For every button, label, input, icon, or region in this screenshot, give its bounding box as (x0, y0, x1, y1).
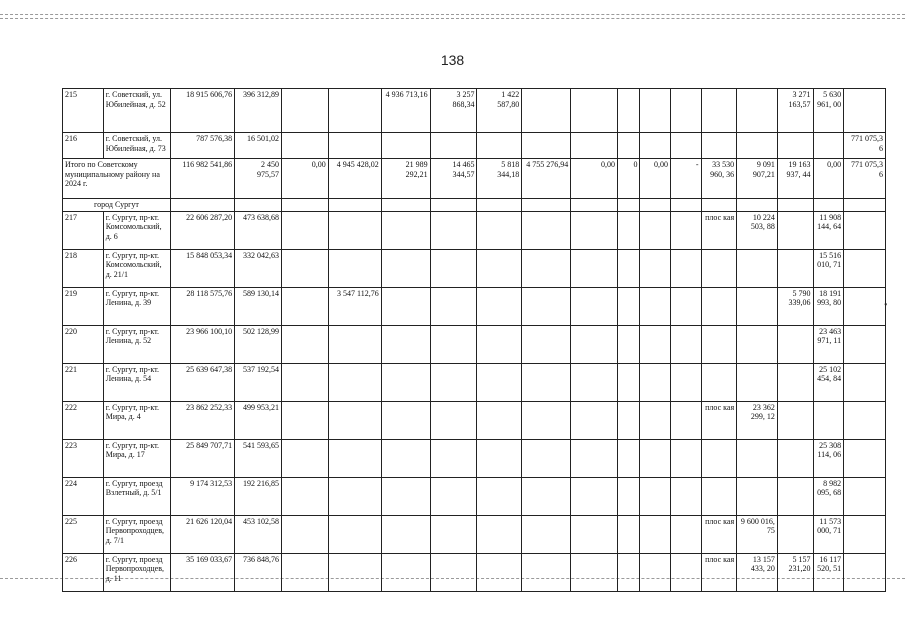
value-cell: 25 849 707,71 (170, 439, 234, 477)
value-cell (618, 249, 640, 287)
value-cell (281, 401, 328, 439)
value-cell (328, 133, 381, 159)
value-cell: плос кая (701, 401, 737, 439)
page-number: 138 (440, 52, 465, 68)
value-cell: 502 128,99 (235, 325, 282, 363)
scan-line-top-2 (0, 18, 905, 19)
value-cell (477, 401, 522, 439)
value-cell (701, 287, 737, 325)
value-cell (670, 211, 701, 249)
value-cell (477, 363, 522, 401)
value-cell (618, 515, 640, 553)
value-cell (737, 363, 778, 401)
address-cell: г. Сургут, пр-кт. Ленина, д. 39 (103, 287, 170, 325)
value-cell: 332 042,63 (235, 249, 282, 287)
value-cell (571, 553, 618, 591)
row-number: 217 (63, 211, 104, 249)
value-cell (430, 515, 477, 553)
value-cell (477, 477, 522, 515)
value-cell (618, 439, 640, 477)
value-cell (737, 249, 778, 287)
value-cell (477, 553, 522, 591)
value-cell: плос кая (701, 515, 737, 553)
empty-cell (844, 199, 886, 212)
table-body (63, 89, 886, 592)
value-cell (844, 553, 886, 591)
value-cell (430, 287, 477, 325)
value-cell (844, 439, 886, 477)
address-cell: г. Сургут, пр-кт. Мира, д. 4 (103, 401, 170, 439)
value-cell (844, 89, 886, 133)
value-cell: 23 463 971, 11 (813, 325, 844, 363)
value-cell (381, 133, 430, 159)
value-cell: 9 091 907,21 (737, 159, 778, 199)
value-cell (281, 133, 328, 159)
value-cell: 11 573 000, 71 (813, 515, 844, 553)
value-cell (430, 439, 477, 477)
value-cell: 16 117 520, 51 (813, 553, 844, 591)
empty-cell (640, 199, 671, 212)
value-cell (640, 515, 671, 553)
value-cell (670, 553, 701, 591)
value-cell: 10 224 503, 88 (737, 211, 778, 249)
value-cell (281, 287, 328, 325)
value-cell: 21 626 120,04 (170, 515, 234, 553)
value-cell (640, 477, 671, 515)
row-number: 220 (63, 325, 104, 363)
value-cell: 25 102 454, 84 (813, 363, 844, 401)
row-number: 216 (63, 133, 104, 159)
value-cell (640, 401, 671, 439)
value-cell (844, 287, 886, 325)
value-cell (737, 439, 778, 477)
value-cell: 19 163 937, 44 (777, 159, 813, 199)
value-cell: 4 936 713,16 (381, 89, 430, 133)
value-cell (844, 325, 886, 363)
value-cell (328, 211, 381, 249)
value-cell (522, 553, 571, 591)
value-cell (281, 477, 328, 515)
value-cell: 537 192,54 (235, 363, 282, 401)
value-cell (477, 249, 522, 287)
value-cell (640, 439, 671, 477)
table-row (63, 553, 886, 591)
value-cell (618, 401, 640, 439)
value-cell (670, 325, 701, 363)
empty-cell (571, 199, 618, 212)
value-cell (670, 249, 701, 287)
address-cell: г. Сургут, пр-кт. Мира, д. 17 (103, 439, 170, 477)
table-row (63, 287, 886, 325)
value-cell (430, 249, 477, 287)
value-cell (670, 133, 701, 159)
value-cell (670, 477, 701, 515)
empty-cell (701, 199, 737, 212)
value-cell (477, 287, 522, 325)
empty-cell (813, 199, 844, 212)
value-cell (281, 515, 328, 553)
value-cell: 771 075,3 6 (844, 133, 886, 159)
value-cell (571, 439, 618, 477)
value-cell (522, 89, 571, 133)
value-cell: 3 547 112,76 (328, 287, 381, 325)
value-cell (640, 249, 671, 287)
value-cell: 736 848,76 (235, 553, 282, 591)
table-row (63, 363, 886, 401)
value-cell (618, 477, 640, 515)
value-cell (618, 553, 640, 591)
value-cell (670, 89, 701, 133)
value-cell (571, 89, 618, 133)
address-cell: г. Сургут, проезд Первопроходцев, д. 7/1 (103, 515, 170, 553)
value-cell: 396 312,89 (235, 89, 282, 133)
value-cell (328, 553, 381, 591)
value-cell: 33 530 960, 36 (701, 159, 737, 199)
value-cell (328, 249, 381, 287)
value-cell: 14 465 344,57 (430, 159, 477, 199)
value-cell: 0,00 (813, 159, 844, 199)
empty-cell (281, 199, 328, 212)
value-cell: 787 576,38 (170, 133, 234, 159)
value-cell (477, 325, 522, 363)
value-cell (640, 211, 671, 249)
value-cell (328, 477, 381, 515)
row-number: 221 (63, 363, 104, 401)
margin-mark: • (884, 300, 888, 311)
value-cell: 499 953,21 (235, 401, 282, 439)
value-cell (381, 477, 430, 515)
value-cell (430, 325, 477, 363)
value-cell: 541 593,65 (235, 439, 282, 477)
value-cell (670, 439, 701, 477)
value-cell (571, 325, 618, 363)
address-cell: г. Советский, ул. Юбилейная, д. 52 (103, 89, 170, 133)
value-cell: 771 075,3 6 (844, 159, 886, 199)
value-cell (430, 553, 477, 591)
value-cell (328, 401, 381, 439)
value-cell: 23 966 100,10 (170, 325, 234, 363)
table-row (63, 249, 886, 287)
value-cell (777, 363, 813, 401)
value-cell: 8 982 095, 68 (813, 477, 844, 515)
value-cell: 589 130,14 (235, 287, 282, 325)
table-row (63, 515, 886, 553)
table-row (63, 325, 886, 363)
value-cell (281, 249, 328, 287)
value-cell (701, 363, 737, 401)
value-cell (737, 89, 778, 133)
value-cell (844, 401, 886, 439)
value-cell (571, 287, 618, 325)
value-cell (737, 133, 778, 159)
value-cell (522, 363, 571, 401)
value-cell (777, 401, 813, 439)
value-cell: 5 157 231,20 (777, 553, 813, 591)
value-cell (571, 515, 618, 553)
value-cell (477, 439, 522, 477)
address-cell: г. Сургут, пр-кт. Комсомольский, д. 6 (103, 211, 170, 249)
value-cell (281, 553, 328, 591)
value-cell (571, 249, 618, 287)
value-cell: 16 501,02 (235, 133, 282, 159)
value-cell (618, 363, 640, 401)
value-cell (844, 363, 886, 401)
value-cell (670, 401, 701, 439)
table-row (63, 211, 886, 249)
row-number: 223 (63, 439, 104, 477)
value-cell (381, 211, 430, 249)
value-cell (522, 287, 571, 325)
value-cell (844, 211, 886, 249)
value-cell: 5 790 339,06 (777, 287, 813, 325)
value-cell (737, 287, 778, 325)
value-cell: 5 818 344,18 (477, 159, 522, 199)
value-cell: 22 606 287,20 (170, 211, 234, 249)
row-number: 215 (63, 89, 104, 133)
value-cell: 2 450 975,57 (235, 159, 282, 199)
value-cell (477, 133, 522, 159)
value-cell (281, 325, 328, 363)
value-cell (430, 211, 477, 249)
value-cell: 13 157 433, 20 (737, 553, 778, 591)
value-cell (281, 89, 328, 133)
value-cell: 192 216,85 (235, 477, 282, 515)
value-cell: 3 257 868,34 (430, 89, 477, 133)
value-cell: плос кая (701, 211, 737, 249)
value-cell (522, 249, 571, 287)
value-cell (281, 363, 328, 401)
address-cell: г. Сургут, проезд Взлетный, д. 5/1 (103, 477, 170, 515)
empty-cell (777, 199, 813, 212)
value-cell (571, 363, 618, 401)
section-row (63, 199, 886, 212)
value-cell (813, 401, 844, 439)
value-cell: 4 945 428,02 (328, 159, 381, 199)
value-cell (618, 211, 640, 249)
value-cell (571, 211, 618, 249)
table-row (63, 439, 886, 477)
value-cell (701, 133, 737, 159)
row-number: 225 (63, 515, 104, 553)
value-cell (701, 89, 737, 133)
value-cell (328, 89, 381, 133)
value-cell (737, 325, 778, 363)
empty-cell (670, 199, 701, 212)
value-cell (618, 89, 640, 133)
value-cell (281, 211, 328, 249)
value-cell: 0,00 (281, 159, 328, 199)
value-cell: 4 755 276,94 (522, 159, 571, 199)
address-cell: г. Сургут, пр-кт. Комсомольский, д. 21/1 (103, 249, 170, 287)
value-cell (844, 515, 886, 553)
value-cell (813, 133, 844, 159)
value-cell: 1 422 587,80 (477, 89, 522, 133)
value-cell (701, 477, 737, 515)
value-cell: 0,00 (640, 159, 671, 199)
value-cell: 473 638,68 (235, 211, 282, 249)
value-cell: 35 169 033,67 (170, 553, 234, 591)
address-cell: г. Советский, ул. Юбилейная, д. 73 (103, 133, 170, 159)
value-cell (571, 401, 618, 439)
empty-cell (477, 199, 522, 212)
value-cell: - (670, 159, 701, 199)
row-number: 224 (63, 477, 104, 515)
value-cell (701, 249, 737, 287)
empty-cell (328, 199, 381, 212)
empty-cell (430, 199, 477, 212)
value-cell: 9 174 312,53 (170, 477, 234, 515)
value-cell (381, 553, 430, 591)
value-cell (777, 249, 813, 287)
value-cell (777, 477, 813, 515)
value-cell (381, 363, 430, 401)
value-cell (618, 287, 640, 325)
value-cell: 5 630 961, 00 (813, 89, 844, 133)
value-cell: 21 989 292,21 (381, 159, 430, 199)
value-cell: 25 308 114, 06 (813, 439, 844, 477)
value-cell: плос кая (701, 553, 737, 591)
value-cell: 0,00 (571, 159, 618, 199)
value-cell: 116 982 541,86 (170, 159, 234, 199)
value-cell: 453 102,58 (235, 515, 282, 553)
row-number: 218 (63, 249, 104, 287)
value-cell (328, 515, 381, 553)
value-cell (640, 89, 671, 133)
empty-cell (235, 199, 282, 212)
value-cell (522, 439, 571, 477)
value-cell (430, 133, 477, 159)
value-cell (281, 439, 328, 477)
data-table (62, 88, 886, 592)
total-label: Итого по Советскому муниципальному району на 2024 г. (63, 159, 171, 199)
value-cell (777, 515, 813, 553)
value-cell (777, 211, 813, 249)
value-cell: 9 600 016, 75 (737, 515, 778, 553)
section-heading: город Сургут (63, 199, 171, 212)
value-cell: 23 362 299, 12 (737, 401, 778, 439)
value-cell: 15 848 053,34 (170, 249, 234, 287)
value-cell (777, 133, 813, 159)
value-cell (844, 249, 886, 287)
value-cell (522, 133, 571, 159)
value-cell (381, 287, 430, 325)
value-cell (640, 363, 671, 401)
value-cell (737, 477, 778, 515)
value-cell (522, 325, 571, 363)
empty-cell (618, 199, 640, 212)
value-cell: 15 516 010, 71 (813, 249, 844, 287)
value-cell: 0 (618, 159, 640, 199)
value-cell (640, 287, 671, 325)
value-cell (328, 363, 381, 401)
value-cell (571, 133, 618, 159)
table-row (63, 401, 886, 439)
value-cell (670, 287, 701, 325)
value-cell (328, 325, 381, 363)
value-cell (522, 401, 571, 439)
table-row (63, 133, 886, 159)
value-cell (701, 325, 737, 363)
value-cell: 23 862 252,33 (170, 401, 234, 439)
empty-cell (381, 199, 430, 212)
row-number: 219 (63, 287, 104, 325)
value-cell (571, 477, 618, 515)
value-cell (670, 515, 701, 553)
value-cell (477, 515, 522, 553)
empty-cell (522, 199, 571, 212)
value-cell (381, 325, 430, 363)
value-cell (381, 439, 430, 477)
scan-line-top (0, 14, 905, 15)
address-cell: г. Сургут, пр-кт. Ленина, д. 52 (103, 325, 170, 363)
empty-cell (737, 199, 778, 212)
value-cell (381, 515, 430, 553)
total-row (63, 159, 886, 199)
row-number: 222 (63, 401, 104, 439)
value-cell: 18 191 993, 80 (813, 287, 844, 325)
value-cell (328, 439, 381, 477)
value-cell (430, 477, 477, 515)
value-cell (522, 477, 571, 515)
value-cell (777, 439, 813, 477)
value-cell: 28 118 575,76 (170, 287, 234, 325)
value-cell (522, 211, 571, 249)
table-row (63, 89, 886, 133)
value-cell (618, 133, 640, 159)
value-cell (618, 325, 640, 363)
value-cell (640, 325, 671, 363)
value-cell (670, 363, 701, 401)
value-cell: 25 639 647,38 (170, 363, 234, 401)
value-cell (777, 325, 813, 363)
table-row (63, 477, 886, 515)
value-cell (477, 211, 522, 249)
row-number: 226 (63, 553, 104, 591)
address-cell: г. Сургут, проезд Первопроходцев, д. 11 (103, 553, 170, 591)
value-cell: 3 271 163,57 (777, 89, 813, 133)
value-cell (381, 249, 430, 287)
value-cell (430, 363, 477, 401)
address-cell: г. Сургут, пр-кт. Ленина, д. 54 (103, 363, 170, 401)
value-cell (701, 439, 737, 477)
empty-cell (170, 199, 234, 212)
value-cell (381, 401, 430, 439)
value-cell (522, 515, 571, 553)
value-cell (430, 401, 477, 439)
value-cell (844, 477, 886, 515)
value-cell: 11 908 144, 64 (813, 211, 844, 249)
value-cell (640, 133, 671, 159)
value-cell (640, 553, 671, 591)
value-cell: 18 915 606,76 (170, 89, 234, 133)
